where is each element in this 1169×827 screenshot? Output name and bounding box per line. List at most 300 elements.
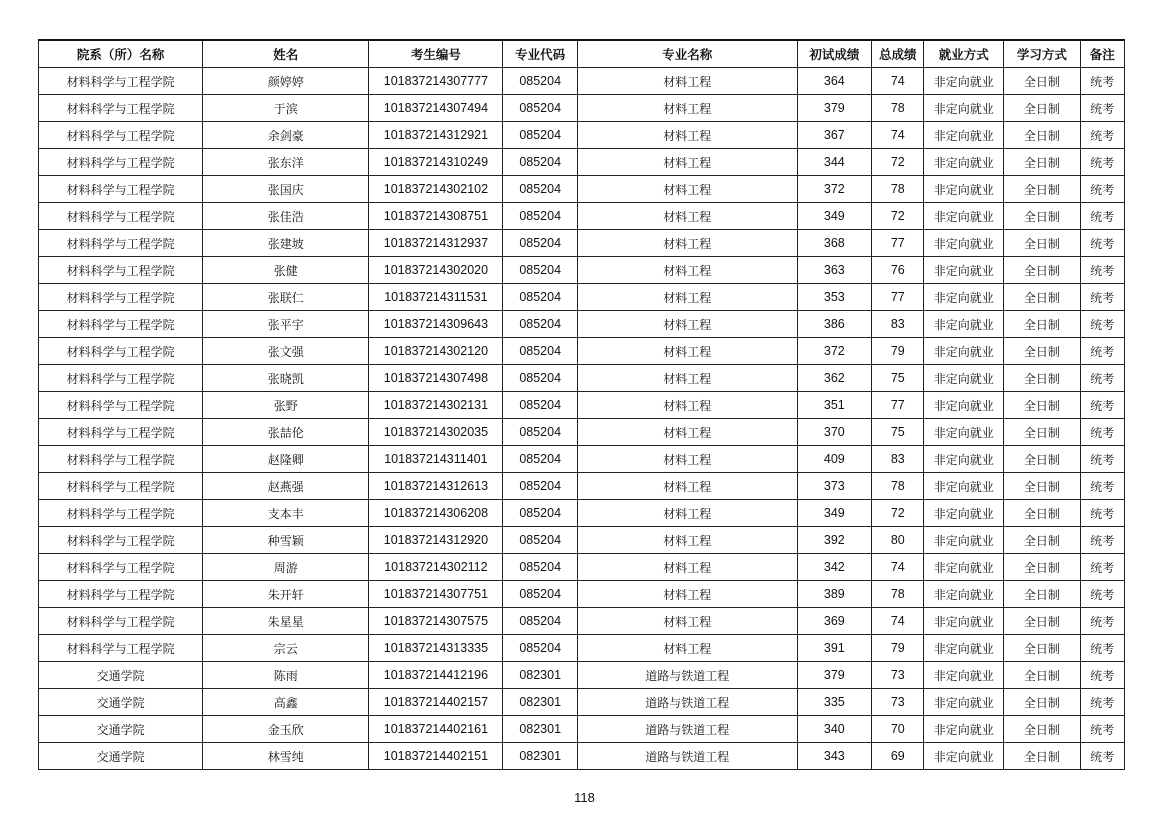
cell-department: 材料科学与工程学院 xyxy=(39,230,203,257)
header-cell-major-name: 专业名称 xyxy=(577,40,797,68)
cell-major-name: 材料工程 xyxy=(577,446,797,473)
cell-major-code: 085204 xyxy=(503,95,578,122)
table-row xyxy=(39,257,1125,284)
cell-candidate-id: 101837214307575 xyxy=(369,608,503,635)
cell-study-mode: 全日制 xyxy=(1004,203,1081,230)
cell-initial-score: 391 xyxy=(797,635,872,662)
cell-candidate-id: 101837214402157 xyxy=(369,689,503,716)
table-row xyxy=(39,365,1125,392)
cell-department: 材料科学与工程学院 xyxy=(39,95,203,122)
cell-initial-score: 362 xyxy=(797,365,872,392)
table-row xyxy=(39,500,1125,527)
cell-major-code: 085204 xyxy=(503,176,578,203)
cell-study-mode: 全日制 xyxy=(1004,446,1081,473)
cell-department: 交通学院 xyxy=(39,716,203,743)
cell-remarks: 统考 xyxy=(1080,284,1124,311)
cell-employment-type: 非定向就业 xyxy=(924,554,1004,581)
cell-major-name: 材料工程 xyxy=(577,176,797,203)
cell-major-name: 材料工程 xyxy=(577,392,797,419)
cell-name: 余剑豪 xyxy=(203,122,369,149)
cell-total-score: 79 xyxy=(872,338,924,365)
cell-initial-score: 372 xyxy=(797,338,872,365)
cell-total-score: 70 xyxy=(872,716,924,743)
cell-initial-score: 379 xyxy=(797,95,872,122)
cell-major-name: 材料工程 xyxy=(577,122,797,149)
cell-initial-score: 373 xyxy=(797,473,872,500)
cell-employment-type: 非定向就业 xyxy=(924,365,1004,392)
cell-employment-type: 非定向就业 xyxy=(924,689,1004,716)
cell-department: 材料科学与工程学院 xyxy=(39,554,203,581)
cell-major-name: 材料工程 xyxy=(577,284,797,311)
cell-department: 材料科学与工程学院 xyxy=(39,608,203,635)
cell-total-score: 77 xyxy=(872,392,924,419)
table-row xyxy=(39,311,1125,338)
cell-study-mode: 全日制 xyxy=(1004,365,1081,392)
cell-study-mode: 全日制 xyxy=(1004,230,1081,257)
cell-total-score: 77 xyxy=(872,284,924,311)
cell-candidate-id: 101837214312937 xyxy=(369,230,503,257)
cell-department: 材料科学与工程学院 xyxy=(39,284,203,311)
cell-remarks: 统考 xyxy=(1080,716,1124,743)
cell-candidate-id: 101837214412196 xyxy=(369,662,503,689)
cell-name: 张健 xyxy=(203,257,369,284)
cell-study-mode: 全日制 xyxy=(1004,689,1081,716)
cell-candidate-id: 101837214311401 xyxy=(369,446,503,473)
cell-name: 张佳浩 xyxy=(203,203,369,230)
cell-study-mode: 全日制 xyxy=(1004,284,1081,311)
cell-department: 材料科学与工程学院 xyxy=(39,176,203,203)
header-cell-department: 院系（所）名称 xyxy=(39,40,203,68)
table-row xyxy=(39,203,1125,230)
cell-candidate-id: 101837214306208 xyxy=(369,500,503,527)
cell-major-code: 082301 xyxy=(503,689,578,716)
cell-major-code: 082301 xyxy=(503,743,578,770)
cell-major-name: 道路与铁道工程 xyxy=(577,662,797,689)
cell-initial-score: 392 xyxy=(797,527,872,554)
cell-department: 材料科学与工程学院 xyxy=(39,203,203,230)
cell-employment-type: 非定向就业 xyxy=(924,527,1004,554)
cell-total-score: 75 xyxy=(872,419,924,446)
cell-initial-score: 370 xyxy=(797,419,872,446)
cell-major-code: 085204 xyxy=(503,149,578,176)
cell-major-name: 材料工程 xyxy=(577,203,797,230)
cell-study-mode: 全日制 xyxy=(1004,527,1081,554)
header-cell-major-code: 专业代码 xyxy=(503,40,578,68)
cell-candidate-id: 101837214312920 xyxy=(369,527,503,554)
cell-department: 材料科学与工程学院 xyxy=(39,527,203,554)
header-cell-initial-score: 初试成绩 xyxy=(797,40,872,68)
cell-major-name: 材料工程 xyxy=(577,473,797,500)
header-cell-remarks: 备注 xyxy=(1080,40,1124,68)
cell-major-name: 材料工程 xyxy=(577,365,797,392)
cell-total-score: 72 xyxy=(872,149,924,176)
cell-department: 材料科学与工程学院 xyxy=(39,365,203,392)
cell-initial-score: 349 xyxy=(797,203,872,230)
cell-employment-type: 非定向就业 xyxy=(924,284,1004,311)
cell-employment-type: 非定向就业 xyxy=(924,338,1004,365)
cell-candidate-id: 101837214302035 xyxy=(369,419,503,446)
table-row xyxy=(39,635,1125,662)
cell-total-score: 74 xyxy=(872,608,924,635)
table-row xyxy=(39,608,1125,635)
cell-employment-type: 非定向就业 xyxy=(924,149,1004,176)
header-cell-employment-type: 就业方式 xyxy=(924,40,1004,68)
cell-candidate-id: 101837214312613 xyxy=(369,473,503,500)
cell-major-name: 材料工程 xyxy=(577,608,797,635)
header-cell-candidate-id: 考生编号 xyxy=(369,40,503,68)
cell-major-name: 材料工程 xyxy=(577,257,797,284)
table-row xyxy=(39,68,1125,95)
cell-department: 材料科学与工程学院 xyxy=(39,500,203,527)
cell-total-score: 78 xyxy=(872,95,924,122)
cell-employment-type: 非定向就业 xyxy=(924,743,1004,770)
cell-major-name: 材料工程 xyxy=(577,554,797,581)
cell-major-name: 道路与铁道工程 xyxy=(577,716,797,743)
cell-remarks: 统考 xyxy=(1080,473,1124,500)
cell-employment-type: 非定向就业 xyxy=(924,68,1004,95)
cell-initial-score: 409 xyxy=(797,446,872,473)
cell-name: 张野 xyxy=(203,392,369,419)
cell-name: 朱开轩 xyxy=(203,581,369,608)
cell-major-code: 085204 xyxy=(503,473,578,500)
cell-major-name: 材料工程 xyxy=(577,95,797,122)
cell-employment-type: 非定向就业 xyxy=(924,635,1004,662)
header-row xyxy=(39,40,1125,68)
cell-remarks: 统考 xyxy=(1080,95,1124,122)
cell-remarks: 统考 xyxy=(1080,122,1124,149)
cell-employment-type: 非定向就业 xyxy=(924,230,1004,257)
cell-candidate-id: 101837214308751 xyxy=(369,203,503,230)
cell-candidate-id: 101837214311531 xyxy=(369,284,503,311)
cell-name: 张东洋 xyxy=(203,149,369,176)
cell-major-name: 道路与铁道工程 xyxy=(577,743,797,770)
cell-remarks: 统考 xyxy=(1080,68,1124,95)
cell-initial-score: 364 xyxy=(797,68,872,95)
cell-initial-score: 353 xyxy=(797,284,872,311)
cell-candidate-id: 101837214310249 xyxy=(369,149,503,176)
cell-remarks: 统考 xyxy=(1080,689,1124,716)
cell-total-score: 78 xyxy=(872,581,924,608)
cell-initial-score: 344 xyxy=(797,149,872,176)
cell-major-name: 材料工程 xyxy=(577,500,797,527)
cell-candidate-id: 101837214313335 xyxy=(369,635,503,662)
cell-department: 材料科学与工程学院 xyxy=(39,68,203,95)
cell-initial-score: 363 xyxy=(797,257,872,284)
cell-name: 张平宇 xyxy=(203,311,369,338)
cell-name: 张晓凯 xyxy=(203,365,369,392)
cell-remarks: 统考 xyxy=(1080,581,1124,608)
cell-major-name: 材料工程 xyxy=(577,419,797,446)
cell-total-score: 83 xyxy=(872,311,924,338)
cell-major-code: 085204 xyxy=(503,581,578,608)
cell-employment-type: 非定向就业 xyxy=(924,392,1004,419)
cell-initial-score: 342 xyxy=(797,554,872,581)
cell-initial-score: 367 xyxy=(797,122,872,149)
cell-name: 周游 xyxy=(203,554,369,581)
cell-study-mode: 全日制 xyxy=(1004,743,1081,770)
cell-remarks: 统考 xyxy=(1080,446,1124,473)
cell-remarks: 统考 xyxy=(1080,257,1124,284)
cell-initial-score: 349 xyxy=(797,500,872,527)
admission-table xyxy=(38,39,1125,770)
table-row xyxy=(39,176,1125,203)
cell-candidate-id: 101837214309643 xyxy=(369,311,503,338)
cell-candidate-id: 101837214402161 xyxy=(369,716,503,743)
cell-candidate-id: 101837214312921 xyxy=(369,122,503,149)
cell-study-mode: 全日制 xyxy=(1004,122,1081,149)
cell-employment-type: 非定向就业 xyxy=(924,716,1004,743)
cell-study-mode: 全日制 xyxy=(1004,257,1081,284)
cell-department: 材料科学与工程学院 xyxy=(39,149,203,176)
cell-major-name: 道路与铁道工程 xyxy=(577,689,797,716)
cell-candidate-id: 101837214307777 xyxy=(369,68,503,95)
cell-study-mode: 全日制 xyxy=(1004,473,1081,500)
cell-initial-score: 369 xyxy=(797,608,872,635)
cell-department: 材料科学与工程学院 xyxy=(39,338,203,365)
table-row xyxy=(39,581,1125,608)
cell-major-name: 材料工程 xyxy=(577,581,797,608)
cell-remarks: 统考 xyxy=(1080,743,1124,770)
cell-name: 张联仁 xyxy=(203,284,369,311)
cell-remarks: 统考 xyxy=(1080,635,1124,662)
table-row xyxy=(39,662,1125,689)
table-row xyxy=(39,689,1125,716)
cell-remarks: 统考 xyxy=(1080,230,1124,257)
cell-name: 张国庆 xyxy=(203,176,369,203)
cell-study-mode: 全日制 xyxy=(1004,311,1081,338)
cell-department: 材料科学与工程学院 xyxy=(39,446,203,473)
table-row xyxy=(39,392,1125,419)
table-row xyxy=(39,419,1125,446)
table-row xyxy=(39,554,1125,581)
cell-department: 交通学院 xyxy=(39,662,203,689)
cell-total-score: 72 xyxy=(872,203,924,230)
cell-name: 朱星星 xyxy=(203,608,369,635)
cell-study-mode: 全日制 xyxy=(1004,581,1081,608)
page-number: 118 xyxy=(574,790,595,805)
table-body xyxy=(39,68,1125,770)
cell-department: 材料科学与工程学院 xyxy=(39,635,203,662)
header-cell-study-mode: 学习方式 xyxy=(1004,40,1081,68)
cell-major-code: 085204 xyxy=(503,122,578,149)
cell-major-code: 085204 xyxy=(503,392,578,419)
cell-major-name: 材料工程 xyxy=(577,635,797,662)
cell-employment-type: 非定向就业 xyxy=(924,446,1004,473)
cell-major-code: 085204 xyxy=(503,284,578,311)
cell-employment-type: 非定向就业 xyxy=(924,176,1004,203)
cell-remarks: 统考 xyxy=(1080,662,1124,689)
cell-total-score: 76 xyxy=(872,257,924,284)
cell-employment-type: 非定向就业 xyxy=(924,203,1004,230)
cell-study-mode: 全日制 xyxy=(1004,176,1081,203)
table-row xyxy=(39,473,1125,500)
cell-name: 于滨 xyxy=(203,95,369,122)
cell-employment-type: 非定向就业 xyxy=(924,662,1004,689)
cell-major-name: 材料工程 xyxy=(577,149,797,176)
table-row xyxy=(39,743,1125,770)
cell-total-score: 78 xyxy=(872,176,924,203)
cell-total-score: 80 xyxy=(872,527,924,554)
cell-total-score: 69 xyxy=(872,743,924,770)
cell-initial-score: 372 xyxy=(797,176,872,203)
cell-employment-type: 非定向就业 xyxy=(924,500,1004,527)
cell-department: 材料科学与工程学院 xyxy=(39,311,203,338)
cell-name: 宗云 xyxy=(203,635,369,662)
cell-initial-score: 351 xyxy=(797,392,872,419)
table-row xyxy=(39,284,1125,311)
table-row xyxy=(39,230,1125,257)
cell-name: 张喆伦 xyxy=(203,419,369,446)
cell-candidate-id: 101837214307751 xyxy=(369,581,503,608)
cell-candidate-id: 101837214302102 xyxy=(369,176,503,203)
cell-total-score: 74 xyxy=(872,554,924,581)
cell-remarks: 统考 xyxy=(1080,608,1124,635)
table-row xyxy=(39,446,1125,473)
cell-department: 材料科学与工程学院 xyxy=(39,392,203,419)
header-cell-name: 姓名 xyxy=(203,40,369,68)
cell-candidate-id: 101837214307494 xyxy=(369,95,503,122)
cell-name: 支本丰 xyxy=(203,500,369,527)
cell-major-code: 082301 xyxy=(503,716,578,743)
cell-total-score: 78 xyxy=(872,473,924,500)
table-row xyxy=(39,527,1125,554)
cell-remarks: 统考 xyxy=(1080,311,1124,338)
cell-employment-type: 非定向就业 xyxy=(924,608,1004,635)
cell-major-code: 085204 xyxy=(503,230,578,257)
cell-study-mode: 全日制 xyxy=(1004,662,1081,689)
cell-employment-type: 非定向就业 xyxy=(924,581,1004,608)
cell-initial-score: 340 xyxy=(797,716,872,743)
cell-employment-type: 非定向就业 xyxy=(924,311,1004,338)
cell-remarks: 统考 xyxy=(1080,500,1124,527)
cell-major-code: 085204 xyxy=(503,311,578,338)
cell-major-code: 085204 xyxy=(503,257,578,284)
cell-major-name: 材料工程 xyxy=(577,338,797,365)
table-header xyxy=(39,40,1125,68)
cell-study-mode: 全日制 xyxy=(1004,68,1081,95)
cell-candidate-id: 101837214302131 xyxy=(369,392,503,419)
cell-name: 林雪纯 xyxy=(203,743,369,770)
cell-initial-score: 386 xyxy=(797,311,872,338)
cell-total-score: 74 xyxy=(872,68,924,95)
cell-major-name: 材料工程 xyxy=(577,311,797,338)
cell-total-score: 79 xyxy=(872,635,924,662)
cell-study-mode: 全日制 xyxy=(1004,95,1081,122)
cell-name: 张建坡 xyxy=(203,230,369,257)
cell-name: 金玉欣 xyxy=(203,716,369,743)
cell-major-code: 085204 xyxy=(503,419,578,446)
cell-employment-type: 非定向就业 xyxy=(924,122,1004,149)
cell-major-code: 085204 xyxy=(503,203,578,230)
table-row xyxy=(39,95,1125,122)
cell-candidate-id: 101837214302120 xyxy=(369,338,503,365)
cell-study-mode: 全日制 xyxy=(1004,419,1081,446)
cell-name: 赵隆卿 xyxy=(203,446,369,473)
cell-initial-score: 343 xyxy=(797,743,872,770)
cell-candidate-id: 101837214302020 xyxy=(369,257,503,284)
cell-study-mode: 全日制 xyxy=(1004,716,1081,743)
cell-major-code: 085204 xyxy=(503,527,578,554)
cell-department: 材料科学与工程学院 xyxy=(39,122,203,149)
cell-major-name: 材料工程 xyxy=(577,230,797,257)
cell-remarks: 统考 xyxy=(1080,527,1124,554)
table-row xyxy=(39,122,1125,149)
cell-major-code: 085204 xyxy=(503,554,578,581)
cell-total-score: 73 xyxy=(872,662,924,689)
cell-major-name: 材料工程 xyxy=(577,527,797,554)
cell-major-code: 085204 xyxy=(503,338,578,365)
cell-major-code: 085204 xyxy=(503,446,578,473)
cell-initial-score: 389 xyxy=(797,581,872,608)
cell-study-mode: 全日制 xyxy=(1004,338,1081,365)
cell-name: 赵燕强 xyxy=(203,473,369,500)
cell-major-code: 085204 xyxy=(503,365,578,392)
cell-remarks: 统考 xyxy=(1080,365,1124,392)
table-row xyxy=(39,149,1125,176)
cell-remarks: 统考 xyxy=(1080,419,1124,446)
header-cell-total-score: 总成绩 xyxy=(872,40,924,68)
cell-department: 材料科学与工程学院 xyxy=(39,473,203,500)
cell-major-name: 材料工程 xyxy=(577,68,797,95)
cell-candidate-id: 101837214402151 xyxy=(369,743,503,770)
cell-initial-score: 379 xyxy=(797,662,872,689)
cell-department: 材料科学与工程学院 xyxy=(39,581,203,608)
cell-study-mode: 全日制 xyxy=(1004,392,1081,419)
cell-total-score: 72 xyxy=(872,500,924,527)
cell-total-score: 74 xyxy=(872,122,924,149)
cell-name: 颜婷婷 xyxy=(203,68,369,95)
cell-remarks: 统考 xyxy=(1080,149,1124,176)
table-row xyxy=(39,338,1125,365)
cell-remarks: 统考 xyxy=(1080,203,1124,230)
cell-study-mode: 全日制 xyxy=(1004,500,1081,527)
cell-major-code: 085204 xyxy=(503,608,578,635)
cell-study-mode: 全日制 xyxy=(1004,149,1081,176)
cell-study-mode: 全日制 xyxy=(1004,608,1081,635)
cell-department: 材料科学与工程学院 xyxy=(39,257,203,284)
cell-department: 交通学院 xyxy=(39,689,203,716)
cell-total-score: 75 xyxy=(872,365,924,392)
cell-major-code: 085204 xyxy=(503,68,578,95)
cell-study-mode: 全日制 xyxy=(1004,635,1081,662)
cell-initial-score: 335 xyxy=(797,689,872,716)
cell-candidate-id: 101837214307498 xyxy=(369,365,503,392)
cell-remarks: 统考 xyxy=(1080,338,1124,365)
cell-name: 陈雨 xyxy=(203,662,369,689)
cell-department: 材料科学与工程学院 xyxy=(39,419,203,446)
table-row xyxy=(39,716,1125,743)
cell-total-score: 73 xyxy=(872,689,924,716)
cell-remarks: 统考 xyxy=(1080,392,1124,419)
cell-name: 种雪颖 xyxy=(203,527,369,554)
cell-total-score: 83 xyxy=(872,446,924,473)
cell-major-code: 082301 xyxy=(503,662,578,689)
cell-employment-type: 非定向就业 xyxy=(924,473,1004,500)
cell-remarks: 统考 xyxy=(1080,176,1124,203)
cell-initial-score: 368 xyxy=(797,230,872,257)
cell-remarks: 统考 xyxy=(1080,554,1124,581)
cell-name: 高鑫 xyxy=(203,689,369,716)
cell-employment-type: 非定向就业 xyxy=(924,95,1004,122)
cell-total-score: 77 xyxy=(872,230,924,257)
cell-department: 交通学院 xyxy=(39,743,203,770)
cell-employment-type: 非定向就业 xyxy=(924,257,1004,284)
cell-major-code: 085204 xyxy=(503,635,578,662)
cell-candidate-id: 101837214302112 xyxy=(369,554,503,581)
cell-employment-type: 非定向就业 xyxy=(924,419,1004,446)
cell-major-code: 085204 xyxy=(503,500,578,527)
cell-study-mode: 全日制 xyxy=(1004,554,1081,581)
